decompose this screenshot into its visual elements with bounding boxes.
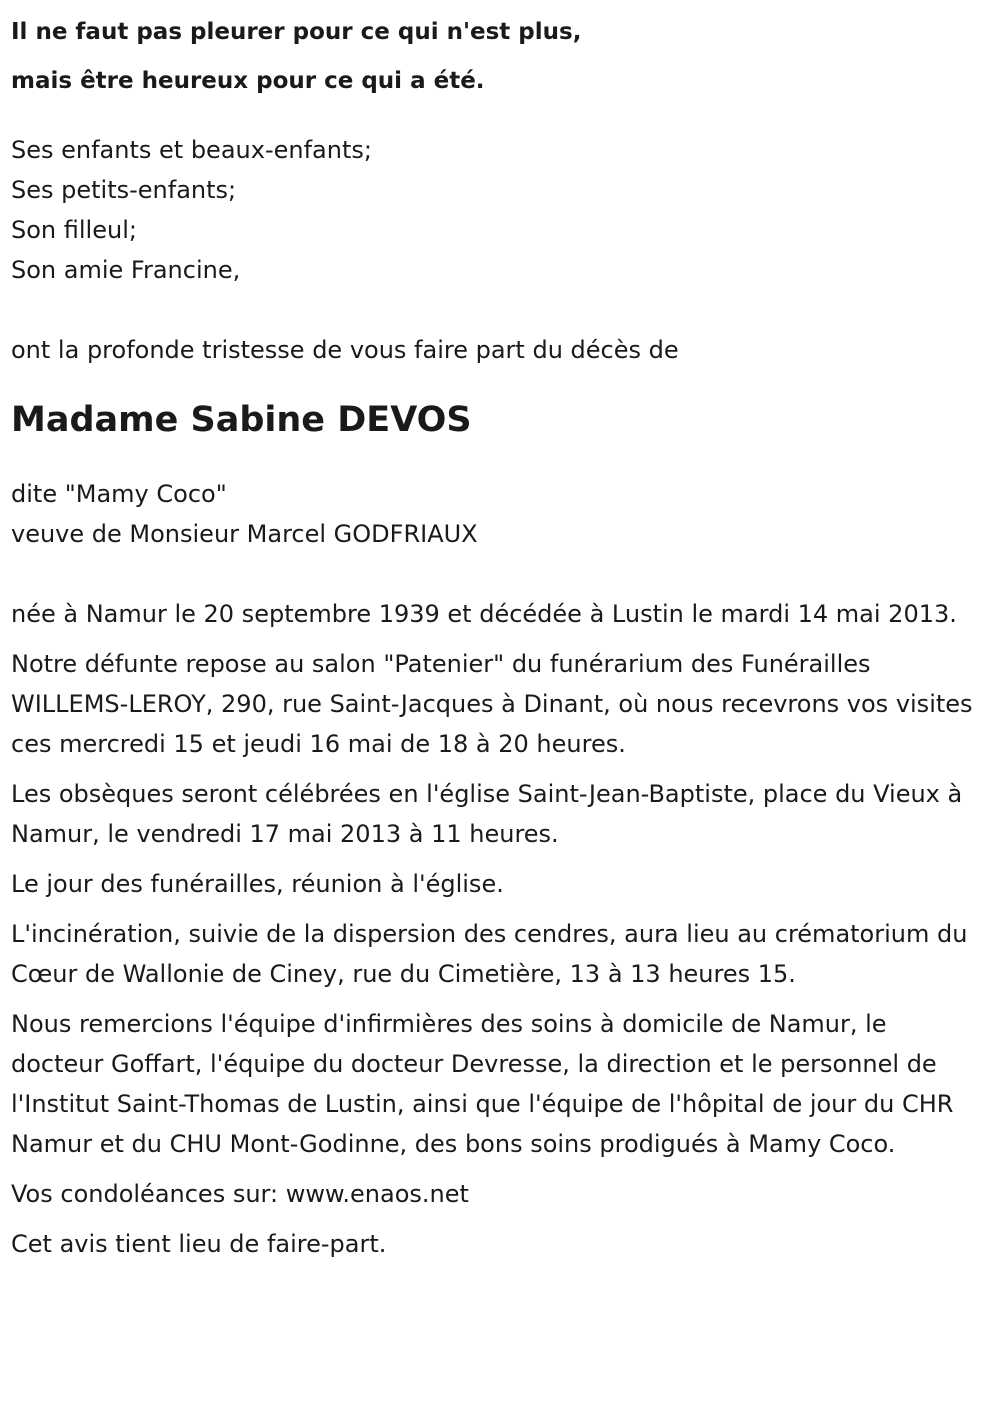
deceased-widow-of: veuve de Monsieur Marcel GODFRIAUX <box>11 520 478 548</box>
condolences-paragraph: Vos condoléances sur: www.enaos.net <box>11 1180 469 1208</box>
thanks-paragraph: Nous remercions l'équipe d'infirmières des soins à domicile de Namur, le docteur Goffart, l'équipe du docteur Devresse, la direction et le personnel de l'Institut Saint-Thomas de Lustin, ainsi que l'équipe de l'hôpital de jour du CHR Namur et du CHU Mont-Godinne, des bons soins prodigués à Mamy Coco. <box>11 1010 954 1158</box>
deceased-name: Madame Sabine DEVOS <box>11 400 472 440</box>
family-line: Ses enfants et beaux-enfants; <box>11 136 372 164</box>
funeral-paragraph: Les obsèques seront célébrées en l'église Saint-Jean-Baptiste, place du Vieux à Namur, le vendredi 17 mai 2013 à 11 heures. <box>11 780 963 848</box>
family-line: Ses petits-enfants; <box>11 176 237 204</box>
cremation-paragraph: L'incinération, suivie de la dispersion des cendres, aura lieu au crématorium du Cœur de Wallonie de Ciney, rue du Cimetière, 13 à 13 heures 15. <box>11 920 968 988</box>
obituary-notice <box>11 0 986 1274</box>
family-list <box>11 130 986 290</box>
deceased-details <box>11 474 986 554</box>
epigraph-quote <box>11 0 986 106</box>
deceased-nickname: dite "Mamy Coco" <box>11 480 227 508</box>
birth-death-paragraph: née à Namur le 20 septembre 1939 et décédée à Lustin le mardi 14 mai 2013. <box>11 600 957 628</box>
quote-line-2: mais être heureux pour ce qui a été. <box>11 68 485 94</box>
quote-line-1: Il ne faut pas pleurer pour ce qui n'est plus, <box>11 19 582 45</box>
family-line: Son filleul; <box>11 216 137 244</box>
announcement-intro: ont la profonde tristesse de vous faire part du décès de <box>11 336 679 364</box>
meeting-paragraph: Le jour des funérailles, réunion à l'église. <box>11 870 504 898</box>
visitation-paragraph: Notre défunte repose au salon "Patenier" du funérarium des Funérailles WILLEMS-LEROY, 290, rue Saint-Jacques à Dinant, où nous recevrons vos visites ces mercredi 15 et jeudi 16 mai de 18 à 20 heures. <box>11 650 973 758</box>
closing-paragraph: Cet avis tient lieu de faire-part. <box>11 1230 387 1258</box>
family-line: Son amie Francine, <box>11 256 241 284</box>
notice-body <box>11 594 986 1264</box>
